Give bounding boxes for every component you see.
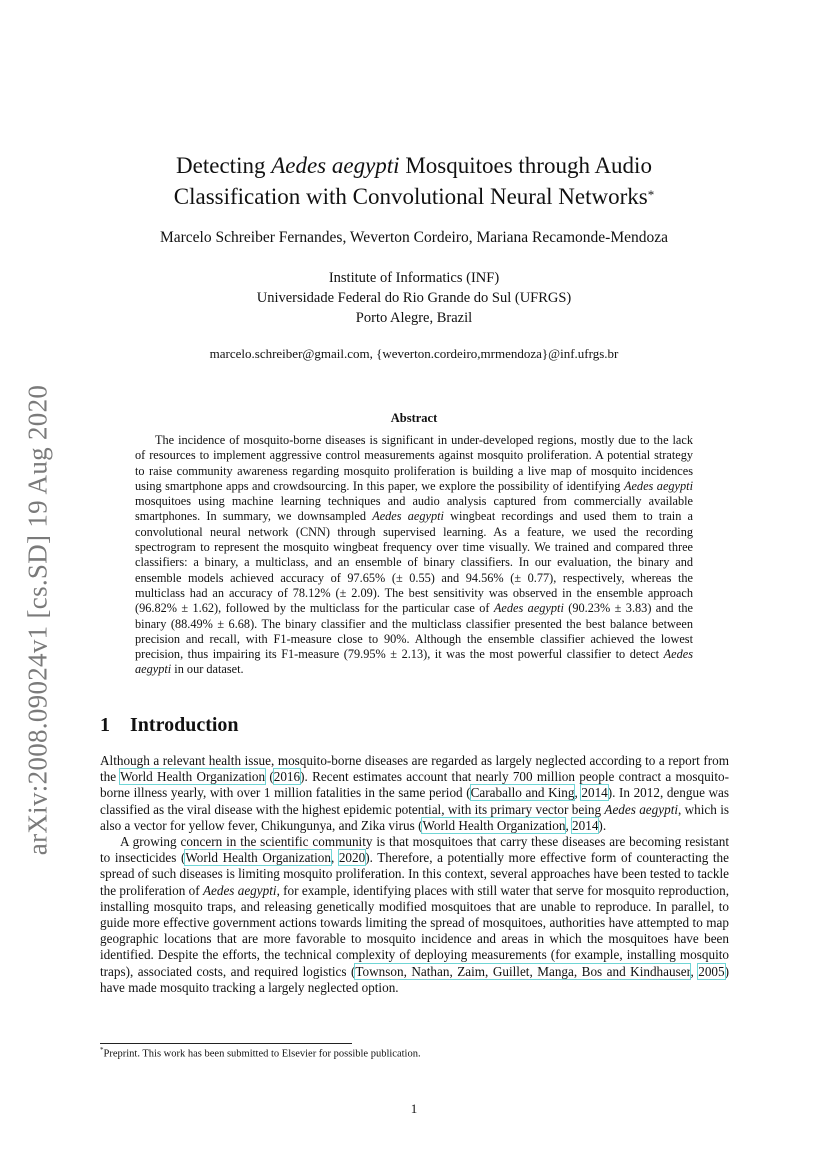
citation-year-link[interactable]: 2016 <box>273 769 301 785</box>
abstract-heading: Abstract <box>390 411 438 425</box>
page-number: 1 <box>410 1101 418 1116</box>
affiliation <box>100 268 728 328</box>
section-title: Introduction <box>130 714 239 736</box>
paper-title <box>100 150 728 212</box>
footnote-rule <box>100 1043 352 1044</box>
citation-link[interactable]: World Health Organization <box>422 817 566 833</box>
title-text: Mosquitoes through Audio <box>399 153 652 178</box>
footnote-text: Preprint. This work has been submitted to Elsevier for possible publication. <box>103 1048 421 1060</box>
title-footnote-mark[interactable]: * <box>647 187 655 202</box>
citation-year-link[interactable]: 2014 <box>581 785 608 801</box>
citation-link[interactable]: World Health Organization <box>120 769 266 785</box>
abstract-body <box>135 433 693 678</box>
citation-link[interactable]: Townson, Nathan, Zaim, Guillet, Manga, Bos and Kindhauser <box>355 963 691 979</box>
citation-year-link[interactable]: 2020 <box>338 850 366 866</box>
affiliation-city: Porto Alegre, Brazil <box>355 310 473 326</box>
title-text: Classification with Convolutional Neural Networks <box>173 184 648 209</box>
citation-link[interactable]: World Health Organization <box>185 850 331 866</box>
citation-link[interactable]: Caraballo and King <box>470 785 575 801</box>
intro-paragraph-2: A growing concern in the scientific community is that mosquitoes that carry these diseases are becoming resistant to insecticides (World Health Organization, 2020). Therefore, a potentially more effective form of counteracting the spread of such diseases is limiting mosquito proliferation. In this context, several approaches have been tested to tackle the proliferation of Aedes aegypti, for example, identifying places with still water that serve for mosquito reproduction, installing mosquito traps, and releasing genetically modified mosquitoes that are unable to reproduce. In parallel, to guide more effective government actions towards limiting the spread of mosquitoes, authorities have attempted to map geographic locations that are more favorable to mosquito incidence and areas in which the mosquitoes have been identified. Despite the efforts, the technical complexity of deploying measurements (for example, installing mosquito traps), associated costs, and required logistics (Townson, Nathan, Zaim, Guillet, Manga, Bos and Kindhauser, 2005) have made mosquito tracking a largely neglected option. <box>100 834 730 995</box>
section-number: 1 <box>100 714 110 736</box>
title-species: Aedes aegypti <box>271 153 400 178</box>
author-list: Marcelo Schreiber Fernandes, Weverton Cordeiro, Mariana Recamonde-Mendoza <box>159 229 669 246</box>
intro-paragraph-1: Although a relevant health issue, mosquito-borne diseases are regarded as largely neglected according to a report from the World Health Organization (2016). Recent estimates account that nearly 700 million people contract a mosquito-borne illness yearly, with over 1 million fatalities in the same period (Caraballo and King, 2014). In 2012, dengue was classified as the viral disease with the highest epidemic potential, with its primary vector being Aedes aegypti, which is also a vector for yellow fever, Chikungunya, and Zika virus (World Health Organization, 2014). <box>100 753 730 833</box>
citation-year-link[interactable]: 2005 <box>698 963 725 979</box>
section-heading-introduction <box>100 714 239 737</box>
affiliation-university: Universidade Federal do Rio Grande do Sul (UFRGS) <box>256 290 572 306</box>
title-text: Detecting <box>176 153 272 178</box>
abstract-paragraph: The incidence of mosquito-borne diseases is significant in under-developed regions, mostly due to the lack of resources to implement aggressive control measurements against mosquito proliferation. A potential strategy to raise community awareness regarding mosquito proliferation is building a live map of mosquito incidences using smartphone apps and crowdsourcing. In this paper, we explore the possibility of identifying Aedes aegypti mosquitoes using machine learning techniques and audio analysis captured from commercially available smartphones. In summary, we downsampled Aedes aegypti wingbeat recordings and used them to train a convolutional neural network (CNN) through supervised learning. As a feature, we used the recording spectrogram to represent the mosquito wingbeat frequency over time visually. We trained and compared three classifiers: a binary, a multiclass, and an ensemble of binary classifiers. In our evaluation, the binary and ensemble models achieved accuracy of 97.65% (± 0.55) and 94.56% (± 0.77), respectively, whereas the multiclass had an accuracy of 78.12% (± 2.09). The best sensitivity was observed in the ensemble approach (96.82% ± 1.62), followed by the multiclass for the particular case of Aedes aegypti (90.23% ± 3.83) and the binary (88.49% ± 6.68). The binary classifier and the multiclass classifier presented the best balance between precision and recall, with F1-measure close to 90%. Although the ensemble classifier achieved the lowest precision, thus impairing its F1-measure (79.95% ± 2.13), it was the most powerful classifier to detect Aedes aegypti in our dataset. <box>135 433 694 677</box>
footnote <box>100 1046 421 1060</box>
arxiv-sidebar <box>18 360 58 880</box>
author-emails: marcelo.schreiber@gmail.com, {weverton.cordeiro,mrmendoza}@inf.ufrgs.br <box>209 346 619 361</box>
citation-year-link[interactable]: 2014 <box>572 817 599 833</box>
footnote-mark: * <box>100 1046 104 1054</box>
affiliation-institute: Institute of Informatics (INF) <box>328 270 500 286</box>
introduction-body <box>100 753 729 996</box>
arxiv-identifier: arXiv:2008.09024v1 [cs.SD] 19 Aug 2020 <box>22 384 53 856</box>
